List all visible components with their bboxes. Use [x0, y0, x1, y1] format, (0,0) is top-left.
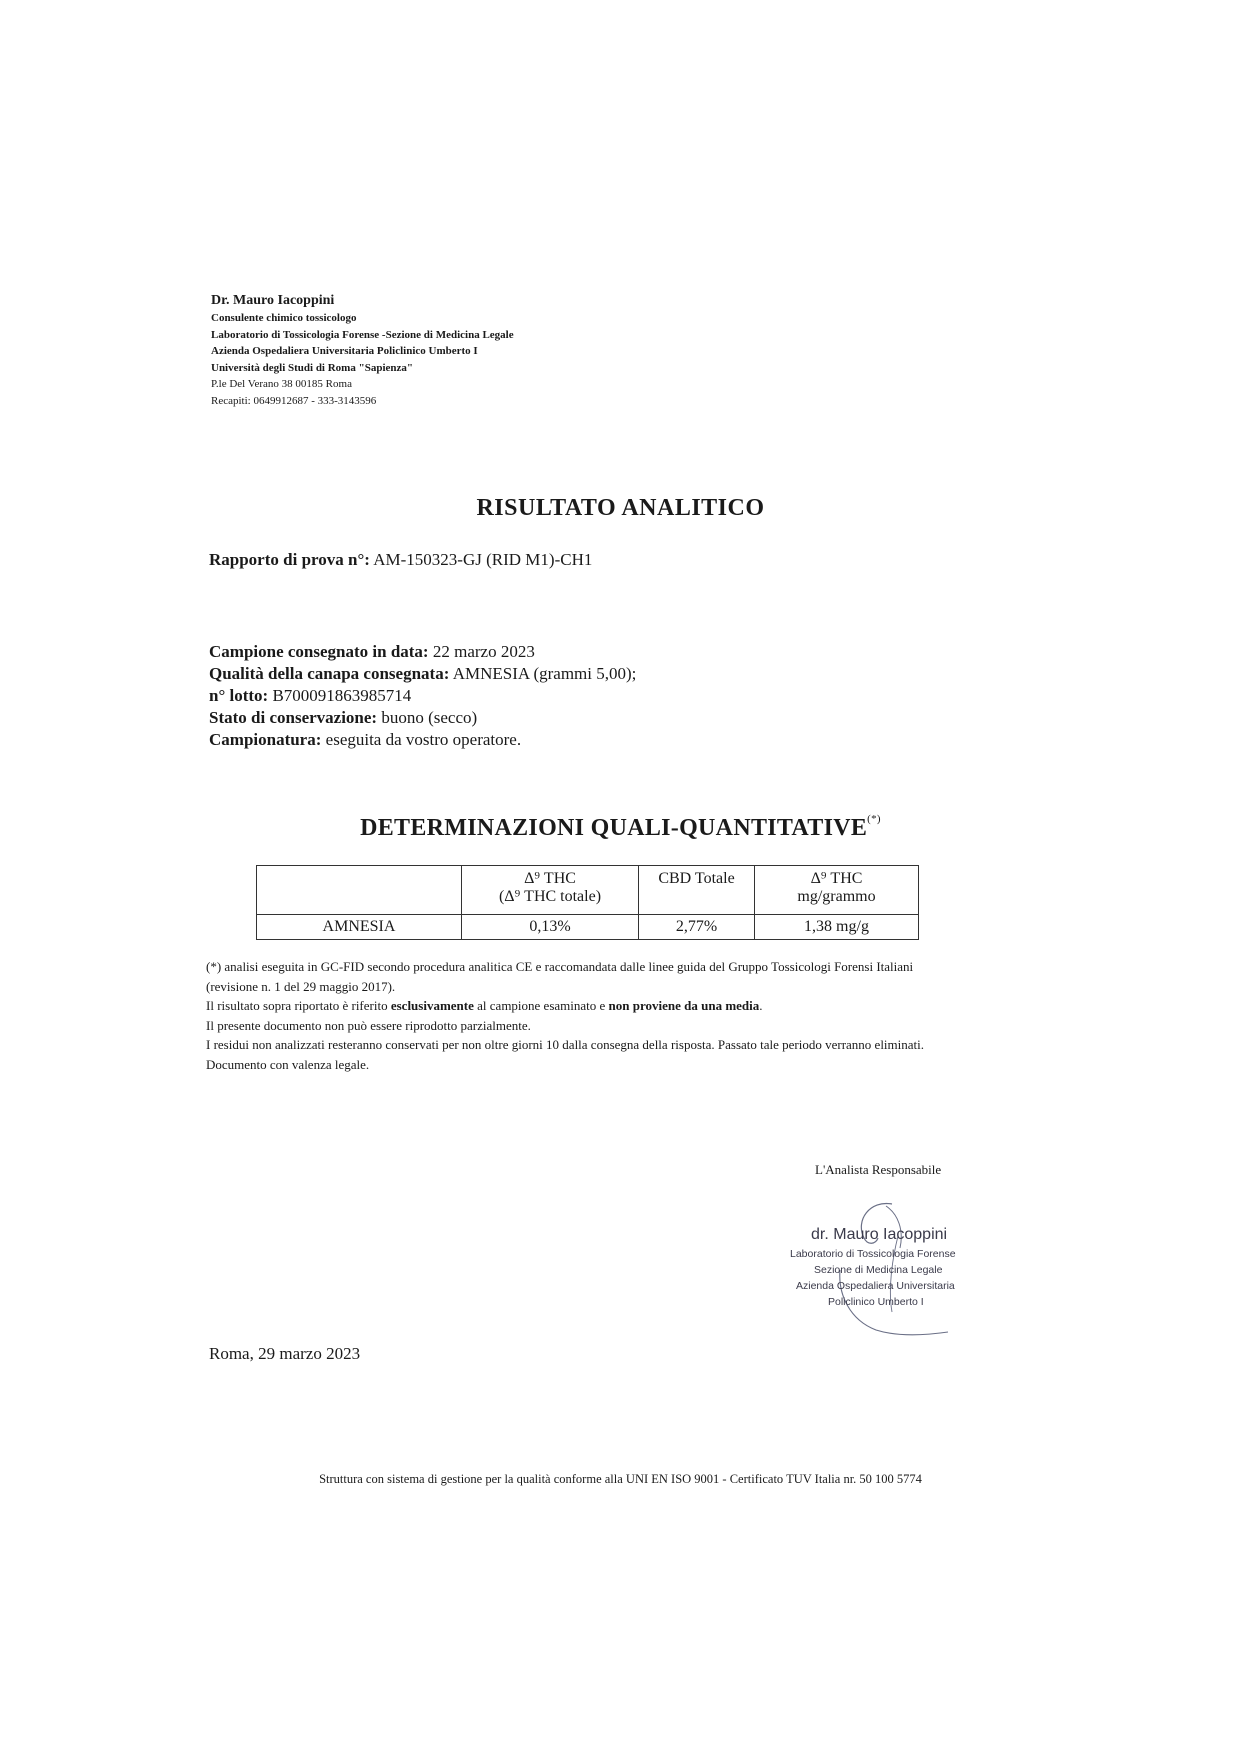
sample-lot [209, 685, 636, 707]
sample-condition-value: buono (secco) [381, 708, 478, 727]
report-number [209, 550, 592, 570]
note-result [206, 996, 966, 1016]
sample-condition-label: Stato di conservazione: [209, 708, 378, 727]
section-title [0, 815, 1241, 842]
contacts: Recapiti: 0649912687 - 333-3143596 [211, 394, 377, 407]
note-result-part2: al campione esaminato e [473, 998, 609, 1013]
results-table [256, 865, 919, 940]
cell-sample: AMNESIA [257, 915, 462, 940]
author-name: Dr. Mauro Iacoppini [211, 293, 335, 308]
report-number-value: AM-150323-GJ (RID M1)-CH1 [373, 550, 593, 569]
table-header-thc-mg [755, 866, 919, 915]
stamp-name: dr. Mauro Iacoppini [811, 1226, 948, 1243]
note-reproduction: Il presente documento non può essere riprodotto parzialmente. [206, 1017, 531, 1033]
sample-delivery-date [209, 641, 636, 663]
document-title: RISULTATO ANALITICO [476, 495, 765, 521]
stamp-line: Azienda Ospedaliera Universitaria [796, 1280, 955, 1292]
table-row [257, 915, 919, 940]
sample-quality-label: Qualità della canapa consegnata: [209, 664, 450, 683]
section-title-text: DETERMINAZIONI QUALI-QUANTITATIVE [360, 815, 868, 841]
sample-info [209, 641, 636, 751]
note-method: (*) analisi eseguita in GC-FID secondo procedura analitica CE e raccomandata dalle linee guida del Gruppo Tossicologi Forensi Italiani (revisione n. 1 del 29 maggio 2017). [206, 959, 914, 994]
signature-label: L'Analista Responsabile [815, 1162, 942, 1177]
footer-certification: Struttura con sistema di gestione per la qualità conforme alla UNI EN ISO 9001 - Certificato TUV Italia nr. 50 100 5774 [319, 1472, 922, 1486]
notes [206, 957, 966, 1074]
stamp-line: Laboratorio di Tossicologia Forense [790, 1248, 956, 1260]
stamp-line: Sezione di Medicina Legale [814, 1264, 943, 1276]
signature-stamp [780, 1200, 990, 1340]
place-date: Roma, 29 marzo 2023 [209, 1344, 361, 1363]
cell-thc-pct: 0,13% [462, 915, 639, 940]
sample-delivery-label: Campione consegnato in data: [209, 642, 429, 661]
note-result-part1: Il risultato sopra riportato è riferito [206, 998, 391, 1013]
letterhead [211, 291, 771, 409]
author-role: Consulente chimico tossicologo [211, 312, 357, 324]
university-name: Università degli Studi di Roma "Sapienza" [211, 361, 413, 374]
hospital-name: Azienda Ospedaliera Universitaria Policlinico Umberto I [211, 345, 478, 357]
note-residues: I residui non analizzati resteranno conservati per non oltre giorni 10 dalla consegna della risposta. Passato tale periodo verranno eliminati. Documento con valenza legale. [206, 1037, 925, 1072]
sample-quality-value: AMNESIA (grammi 5,00); [452, 664, 637, 683]
table-header-thc-pct-line2: (Δ⁹ THC totale) [498, 888, 602, 905]
report-number-label: Rapporto di prova n°: [209, 550, 370, 569]
cell-cbd-pct: 2,77% [639, 915, 755, 940]
sample-quality [209, 663, 636, 685]
sample-condition [209, 707, 636, 729]
address: P.le Del Verano 38 00185 Roma [211, 378, 352, 390]
table-header-row [257, 866, 919, 915]
lab-name: Laboratorio di Tossicologia Forense -Sezione di Medicina Legale [211, 328, 514, 341]
sample-sampling-value: eseguita da vostro operatore. [325, 730, 522, 749]
note-result-emphasis2: non proviene da una media [608, 998, 760, 1013]
section-title-footnote-mark: (*) [867, 813, 881, 825]
stamp-line: Policlinico Umberto I [828, 1296, 924, 1308]
sample-delivery-value: 22 marzo 2023 [432, 642, 535, 661]
table-header-thc-pct-line1: Δ⁹ THC [524, 870, 576, 887]
table-header-thc-mg-line2: mg/grammo [797, 888, 876, 905]
table-header-thc-pct [462, 866, 639, 915]
sample-sampling-label: Campionatura: [209, 730, 322, 749]
note-result-emphasis1: esclusivamente [390, 998, 474, 1013]
table-header-cbd-line1: CBD Totale [658, 870, 735, 887]
cell-thc-mg: 1,38 mg/g [755, 915, 919, 940]
table-header-sample [257, 866, 462, 915]
table-header-cbd [639, 866, 755, 915]
note-result-end: . [759, 998, 763, 1013]
sample-lot-value: B700091863985714 [272, 686, 412, 705]
sample-sampling [209, 729, 636, 751]
table-header-thc-mg-line1: Δ⁹ THC [810, 870, 863, 887]
sample-lot-label: n° lotto: [209, 686, 269, 705]
